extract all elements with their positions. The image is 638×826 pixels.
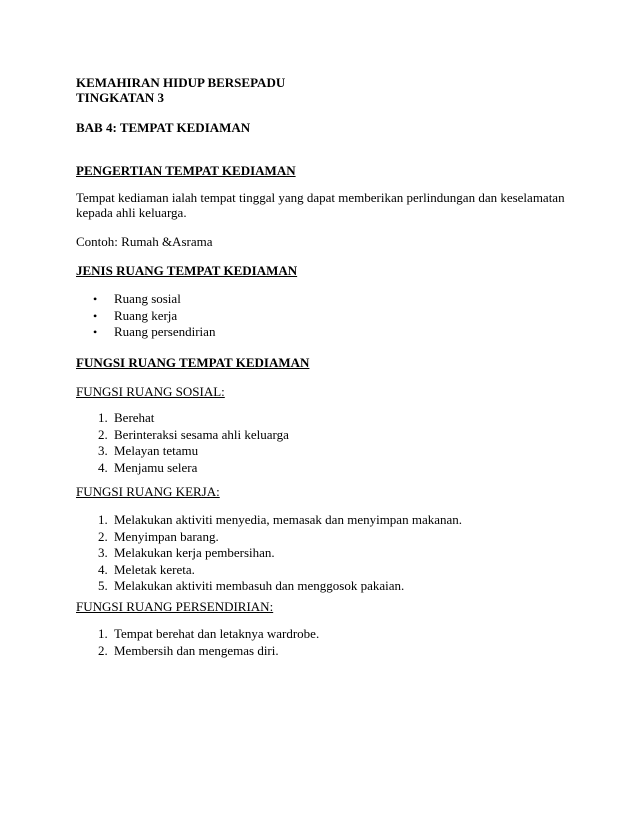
list-number: 3. xyxy=(98,443,108,458)
private-list xyxy=(76,626,566,659)
list-item-text: Tempat berehat dan letaknya wardrobe. xyxy=(114,626,320,641)
list-item-text: Berehat xyxy=(114,410,155,425)
list-item xyxy=(76,643,566,660)
list-item xyxy=(76,291,566,308)
list-item xyxy=(76,626,566,643)
list-number: 1. xyxy=(98,626,108,641)
list-item-text: Melayan tetamu xyxy=(114,443,199,458)
functions-heading: FUNGSI RUANG TEMPAT KEDIAMAN xyxy=(76,355,310,370)
types-list-block xyxy=(76,291,566,341)
definition-line-1: Tempat kediaman ialah tempat tinggal yang dapat memberikan perlindungan dan keselamatan xyxy=(76,190,565,205)
work-list xyxy=(76,512,566,595)
list-number: 5. xyxy=(98,578,108,593)
work-heading: FUNGSI RUANG KERJA: xyxy=(76,484,220,499)
bullet-icon: • xyxy=(93,325,98,339)
list-item xyxy=(76,410,566,427)
private-section xyxy=(76,599,566,614)
bullet-icon: • xyxy=(93,292,98,306)
list-item xyxy=(76,443,566,460)
list-number: 4. xyxy=(98,459,108,475)
functions-section xyxy=(76,355,566,370)
types-section xyxy=(76,263,566,278)
list-item-text: Membersih dan mengemas diri. xyxy=(114,642,279,658)
definition-line-2: kepada ahli keluarga. xyxy=(76,205,187,220)
private-heading: FUNGSI RUANG PERSENDIRIAN: xyxy=(76,599,274,614)
list-item xyxy=(76,460,566,477)
list-item xyxy=(76,529,566,546)
list-item xyxy=(76,562,566,579)
list-number: 1. xyxy=(98,410,108,425)
social-list xyxy=(76,410,566,476)
list-item-text: Melakukan aktiviti membasuh dan menggosok pakaian. xyxy=(114,578,405,593)
social-heading: FUNGSI RUANG SOSIAL: xyxy=(76,384,225,399)
list-item xyxy=(76,578,566,595)
list-item-text: Ruang persendirian xyxy=(114,324,216,339)
list-item xyxy=(76,545,566,562)
example-block xyxy=(76,234,566,249)
list-item xyxy=(76,427,566,444)
list-item-text: Berinteraksi sesama ahli keluarga xyxy=(114,426,289,442)
list-item-text: Melakukan aktiviti menyedia, memasak dan menyimpan makanan. xyxy=(114,512,463,527)
list-number: 2. xyxy=(98,426,108,442)
definition-body xyxy=(76,190,566,220)
list-item-text: Meletak kereta. xyxy=(114,561,195,577)
subject-title: KEMAHIRAN HIDUP BERSEPADU xyxy=(76,75,286,90)
list-item-text: Menyimpan barang. xyxy=(114,528,219,544)
definition-section xyxy=(76,163,566,178)
header xyxy=(76,75,566,105)
list-item-text: Menjamu selera xyxy=(114,459,198,475)
types-heading: JENIS RUANG TEMPAT KEDIAMAN xyxy=(76,263,298,278)
list-item xyxy=(76,324,566,341)
form-level: TINGKATAN 3 xyxy=(76,90,164,105)
chapter-block xyxy=(76,120,566,135)
bullet-icon: • xyxy=(93,308,98,323)
social-list-block xyxy=(76,410,566,476)
work-list-block xyxy=(76,512,566,595)
chapter-title: BAB 4: TEMPAT KEDIAMAN xyxy=(76,120,251,135)
list-item xyxy=(76,308,566,325)
example-text: Contoh: Rumah &Asrama xyxy=(76,234,213,249)
list-number: 2. xyxy=(98,528,108,544)
private-list-block xyxy=(76,626,566,659)
social-section xyxy=(76,384,566,399)
types-list xyxy=(76,291,566,341)
list-item-text: Melakukan kerja pembersihan. xyxy=(114,545,275,560)
definition-heading: PENGERTIAN TEMPAT KEDIAMAN xyxy=(76,163,296,178)
work-section xyxy=(76,484,566,499)
list-item-text: Ruang kerja xyxy=(114,307,178,323)
list-number: 1. xyxy=(98,512,108,527)
list-number: 4. xyxy=(98,561,108,577)
list-item xyxy=(76,512,566,529)
list-number: 3. xyxy=(98,545,108,560)
list-number: 2. xyxy=(98,642,108,658)
list-item-text: Ruang sosial xyxy=(114,291,181,306)
